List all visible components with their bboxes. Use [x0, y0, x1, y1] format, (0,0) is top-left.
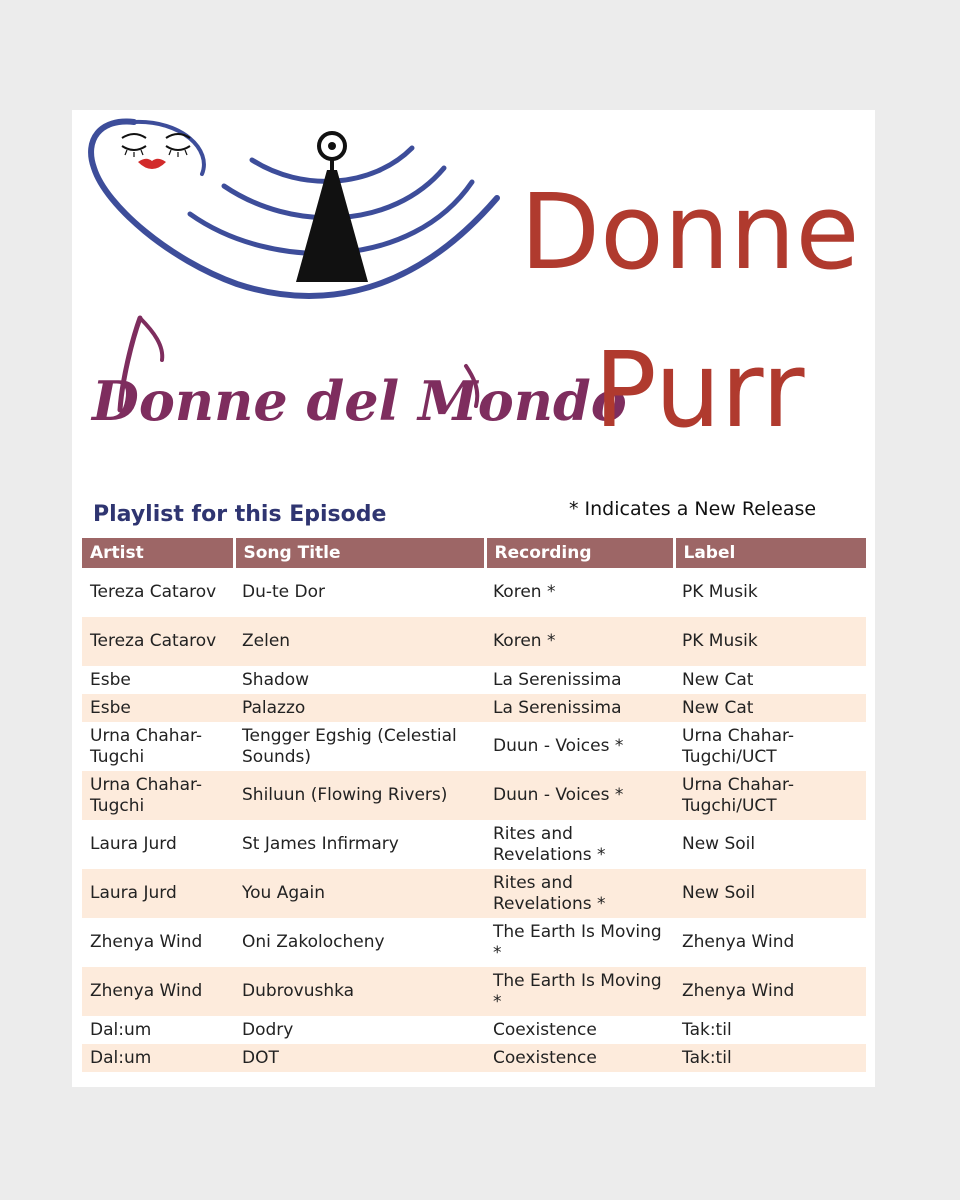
label-cell: New Cat [674, 694, 866, 722]
logo-script-text: Donne del Mondo [92, 369, 627, 433]
recording-cell: Rites and Revelations * [485, 869, 674, 918]
title-donne: Donne [520, 171, 860, 293]
table-row [82, 1044, 866, 1072]
label-cell: PK Musik [674, 568, 866, 617]
artist-cell: Laura Jurd [82, 820, 234, 869]
recording-cell: Duun - Voices * [485, 722, 674, 771]
table-row [82, 568, 866, 617]
label-cell: Urna Chahar-Tugchi/UCT [674, 722, 866, 771]
table-row [82, 1016, 866, 1044]
table-row [82, 771, 866, 820]
label-cell: New Soil [674, 869, 866, 918]
song-cell: Oni Zakolocheny [234, 918, 485, 967]
song-cell: DOT [234, 1044, 485, 1072]
artist-cell: Esbe [82, 666, 234, 694]
title-purr: Purr [594, 329, 805, 451]
table-row [82, 869, 866, 918]
label-cell: Tak:til [674, 1016, 866, 1044]
song-cell: Tengger Egshig (Celestial Sounds) [234, 722, 485, 771]
recording-cell: Koren * [485, 568, 674, 617]
column-header-label: Label [674, 538, 866, 568]
artist-cell: Tereza Catarov [82, 617, 234, 666]
column-header-song-title: Song Title [234, 538, 485, 568]
recording-cell: Coexistence [485, 1016, 674, 1044]
label-cell: PK Musik [674, 617, 866, 666]
label-cell: Tak:til [674, 1044, 866, 1072]
song-cell: Dubrovushka [234, 967, 485, 1016]
artist-cell: Tereza Catarov [82, 568, 234, 617]
label-cell: Urna Chahar-Tugchi/UCT [674, 771, 866, 820]
label-cell: Zhenya Wind [674, 918, 866, 967]
recording-cell: Duun - Voices * [485, 771, 674, 820]
label-cell: New Cat [674, 666, 866, 694]
recording-cell: Coexistence [485, 1044, 674, 1072]
new-release-note: * Indicates a New Release [569, 498, 817, 520]
label-cell: Zhenya Wind [674, 967, 866, 1016]
column-header-recording: Recording [485, 538, 674, 568]
recording-cell: The Earth Is Moving * [485, 918, 674, 967]
recording-cell: La Serenissima [485, 694, 674, 722]
recording-cell: Rites and Revelations * [485, 820, 674, 869]
artist-cell: Zhenya Wind [82, 967, 234, 1016]
playlist-card [72, 110, 875, 1087]
artist-cell: Zhenya Wind [82, 918, 234, 967]
table-row [82, 918, 866, 967]
song-cell: St James Infirmary [234, 820, 485, 869]
song-cell: Shiluun (Flowing Rivers) [234, 771, 485, 820]
song-cell: Du-te Dor [234, 568, 485, 617]
table-row [82, 820, 866, 869]
artist-cell: Urna Chahar-Tugchi [82, 722, 234, 771]
song-cell: Zelen [234, 617, 485, 666]
song-cell: You Again [234, 869, 485, 918]
label-cell: New Soil [674, 820, 866, 869]
table-row [82, 967, 866, 1016]
table-row [82, 617, 866, 666]
artist-cell: Laura Jurd [82, 869, 234, 918]
song-cell: Dodry [234, 1016, 485, 1044]
artist-cell: Dal:um [82, 1044, 234, 1072]
column-header-artist: Artist [82, 538, 234, 568]
table-row [82, 722, 866, 771]
song-cell: Shadow [234, 666, 485, 694]
table-row [82, 666, 866, 694]
playlist-table [82, 538, 866, 1072]
recording-cell: La Serenissima [485, 666, 674, 694]
table-row [82, 694, 866, 722]
table-header-row [82, 538, 866, 568]
artist-cell: Esbe [82, 694, 234, 722]
artist-cell: Dal:um [82, 1016, 234, 1044]
playlist-heading: Playlist for this Episode [93, 502, 387, 527]
recording-cell: Koren * [485, 617, 674, 666]
song-cell: Palazzo [234, 694, 485, 722]
artist-cell: Urna Chahar-Tugchi [82, 771, 234, 820]
donne-del-mondo-logo [72, 110, 627, 450]
recording-cell: The Earth Is Moving * [485, 967, 674, 1016]
